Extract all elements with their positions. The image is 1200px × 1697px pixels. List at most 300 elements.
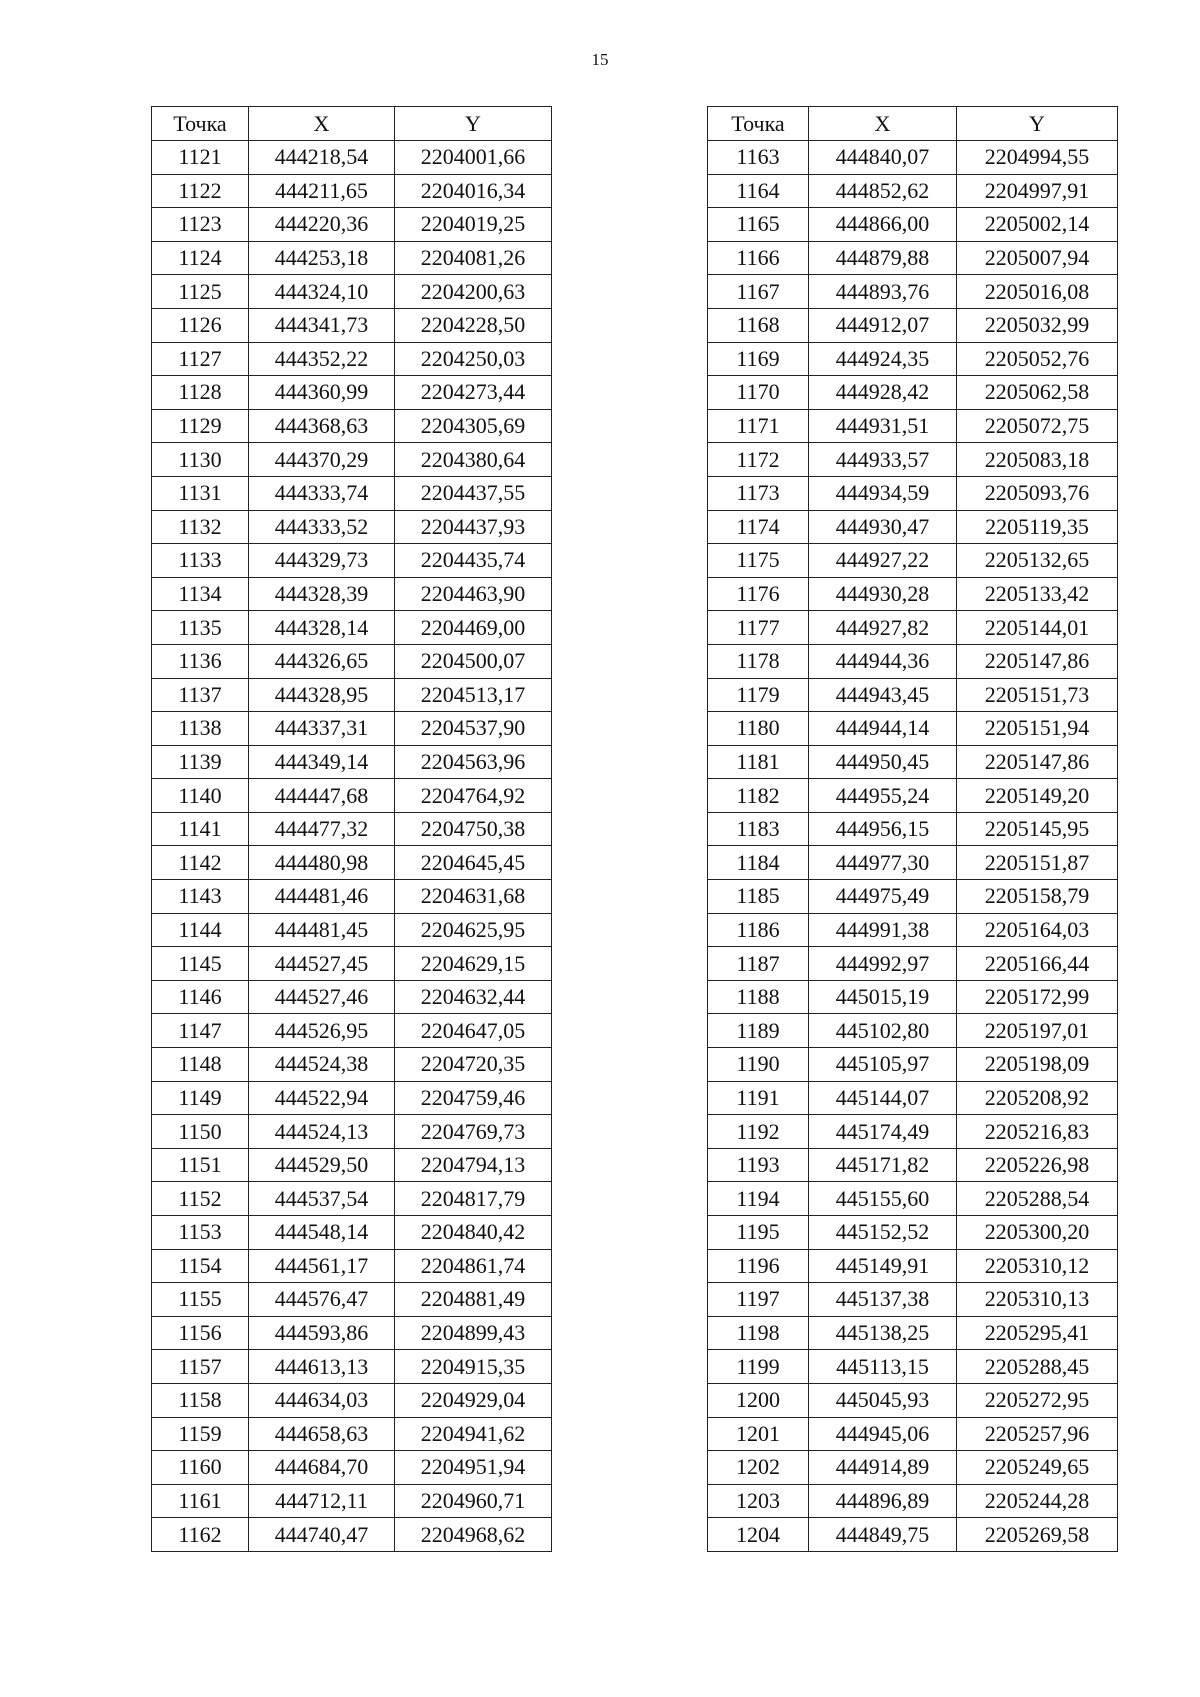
cell-x: 444341,73 — [249, 308, 395, 342]
cell-point: 1122 — [152, 174, 249, 208]
table-row — [152, 1081, 552, 1115]
cell-x: 444481,45 — [249, 913, 395, 947]
cell-x: 444480,98 — [249, 846, 395, 880]
cell-y: 2205288,45 — [957, 1350, 1118, 1384]
cell-point: 1203 — [708, 1484, 809, 1518]
cell-y: 2204631,68 — [395, 880, 552, 914]
table-row — [708, 1014, 1118, 1048]
cell-x: 444934,59 — [809, 476, 957, 510]
table-row — [708, 208, 1118, 242]
cell-point: 1175 — [708, 544, 809, 578]
cell-point: 1159 — [152, 1417, 249, 1451]
table-row — [708, 812, 1118, 846]
cell-point: 1202 — [708, 1451, 809, 1485]
table-row — [708, 1249, 1118, 1283]
table-header — [152, 107, 552, 141]
cell-point: 1129 — [152, 409, 249, 443]
table-row — [152, 476, 552, 510]
table-row — [708, 1383, 1118, 1417]
cell-x: 444991,38 — [809, 913, 957, 947]
cell-x: 444684,70 — [249, 1451, 395, 1485]
cell-point: 1182 — [708, 779, 809, 813]
cell-point: 1177 — [708, 611, 809, 645]
table-row — [152, 745, 552, 779]
cell-y: 2204960,71 — [395, 1484, 552, 1518]
column-header-y: Y — [395, 107, 552, 141]
cell-y: 2204720,35 — [395, 1048, 552, 1082]
cell-y: 2204273,44 — [395, 376, 552, 410]
cell-y: 2205249,65 — [957, 1451, 1118, 1485]
table-row — [708, 443, 1118, 477]
cell-point: 1149 — [152, 1081, 249, 1115]
table-row — [152, 409, 552, 443]
table-row — [708, 275, 1118, 309]
cell-y: 2204228,50 — [395, 308, 552, 342]
table-row — [708, 678, 1118, 712]
cell-x: 445174,49 — [809, 1115, 957, 1149]
cell-x: 444955,24 — [809, 779, 957, 813]
cell-point: 1148 — [152, 1048, 249, 1082]
cell-point: 1174 — [708, 510, 809, 544]
cell-point: 1125 — [152, 275, 249, 309]
cell-y: 2205149,20 — [957, 779, 1118, 813]
table-row — [708, 308, 1118, 342]
table-row — [152, 376, 552, 410]
cell-y: 2205269,58 — [957, 1518, 1118, 1552]
cell-point: 1144 — [152, 913, 249, 947]
table-row — [708, 1182, 1118, 1216]
cell-point: 1194 — [708, 1182, 809, 1216]
table-row — [708, 712, 1118, 746]
cell-point: 1136 — [152, 644, 249, 678]
cell-y: 2205198,09 — [957, 1048, 1118, 1082]
cell-point: 1130 — [152, 443, 249, 477]
cell-x: 444634,03 — [249, 1383, 395, 1417]
cell-y: 2205295,41 — [957, 1316, 1118, 1350]
coordinates-table-right — [707, 106, 1118, 1552]
column-header-x: X — [249, 107, 395, 141]
cell-x: 444576,47 — [249, 1283, 395, 1317]
cell-x: 445045,93 — [809, 1383, 957, 1417]
cell-x: 444524,13 — [249, 1115, 395, 1149]
cell-x: 444977,30 — [809, 846, 957, 880]
cell-point: 1121 — [152, 141, 249, 175]
table-row — [708, 1048, 1118, 1082]
table-row — [708, 745, 1118, 779]
table-body — [152, 141, 552, 1552]
cell-y: 2204997,91 — [957, 174, 1118, 208]
table-row — [708, 980, 1118, 1014]
table-row — [152, 644, 552, 678]
cell-x: 444524,38 — [249, 1048, 395, 1082]
table-row — [152, 611, 552, 645]
cell-x: 444370,29 — [249, 443, 395, 477]
cell-y: 2204469,00 — [395, 611, 552, 645]
cell-point: 1157 — [152, 1350, 249, 1384]
column-header-point: Точка — [152, 107, 249, 141]
table-row — [152, 812, 552, 846]
cell-y: 2204019,25 — [395, 208, 552, 242]
table-row — [152, 1048, 552, 1082]
table-row — [152, 308, 552, 342]
table-row — [152, 241, 552, 275]
cell-point: 1141 — [152, 812, 249, 846]
cell-x: 444927,22 — [809, 544, 957, 578]
cell-point: 1166 — [708, 241, 809, 275]
cell-point: 1187 — [708, 947, 809, 981]
cell-x: 445105,97 — [809, 1048, 957, 1082]
table-row — [708, 544, 1118, 578]
table-row — [708, 611, 1118, 645]
table-row — [152, 1417, 552, 1451]
cell-y: 2205145,95 — [957, 812, 1118, 846]
cell-y: 2204625,95 — [395, 913, 552, 947]
cell-point: 1158 — [152, 1383, 249, 1417]
cell-y: 2204951,94 — [395, 1451, 552, 1485]
cell-x: 444324,10 — [249, 275, 395, 309]
cell-point: 1171 — [708, 409, 809, 443]
cell-x: 444956,15 — [809, 812, 957, 846]
cell-y: 2204200,63 — [395, 275, 552, 309]
cell-x: 444333,52 — [249, 510, 395, 544]
cell-x: 444329,73 — [249, 544, 395, 578]
table-row — [152, 1148, 552, 1182]
cell-x: 444529,50 — [249, 1148, 395, 1182]
cell-x: 444945,06 — [809, 1417, 957, 1451]
cell-point: 1190 — [708, 1048, 809, 1082]
cell-x: 444613,13 — [249, 1350, 395, 1384]
table-row — [708, 880, 1118, 914]
cell-y: 2205216,83 — [957, 1115, 1118, 1149]
table-row — [152, 1316, 552, 1350]
table-row — [152, 1014, 552, 1048]
cell-y: 2204645,45 — [395, 846, 552, 880]
table-row — [708, 1283, 1118, 1317]
cell-point: 1134 — [152, 577, 249, 611]
cell-x: 444879,88 — [809, 241, 957, 275]
cell-point: 1137 — [152, 678, 249, 712]
cell-point: 1204 — [708, 1518, 809, 1552]
cell-x: 444481,46 — [249, 880, 395, 914]
cell-y: 2204941,62 — [395, 1417, 552, 1451]
cell-point: 1181 — [708, 745, 809, 779]
cell-x: 444933,57 — [809, 443, 957, 477]
cell-y: 2204437,93 — [395, 510, 552, 544]
cell-x: 444893,76 — [809, 275, 957, 309]
cell-y: 2205132,65 — [957, 544, 1118, 578]
table-row — [708, 1417, 1118, 1451]
cell-point: 1164 — [708, 174, 809, 208]
cell-y: 2204769,73 — [395, 1115, 552, 1149]
table-row — [152, 880, 552, 914]
cell-point: 1170 — [708, 376, 809, 410]
cell-point: 1133 — [152, 544, 249, 578]
table-row — [708, 476, 1118, 510]
cell-y: 2205310,12 — [957, 1249, 1118, 1283]
table-row — [708, 577, 1118, 611]
cell-point: 1197 — [708, 1283, 809, 1317]
cell-y: 2204915,35 — [395, 1350, 552, 1384]
cell-x: 444943,45 — [809, 678, 957, 712]
cell-y: 2205172,99 — [957, 980, 1118, 1014]
table-row — [152, 779, 552, 813]
cell-y: 2205288,54 — [957, 1182, 1118, 1216]
table-row — [152, 544, 552, 578]
cell-x: 444349,14 — [249, 745, 395, 779]
cell-x: 444337,31 — [249, 712, 395, 746]
cell-x: 444253,18 — [249, 241, 395, 275]
cell-point: 1169 — [708, 342, 809, 376]
cell-point: 1180 — [708, 712, 809, 746]
cell-y: 2204500,07 — [395, 644, 552, 678]
table-row — [152, 1182, 552, 1216]
cell-point: 1153 — [152, 1216, 249, 1250]
cell-x: 444220,36 — [249, 208, 395, 242]
table-row — [152, 174, 552, 208]
cell-x: 444914,89 — [809, 1451, 957, 1485]
cell-x: 444924,35 — [809, 342, 957, 376]
cell-x: 445171,82 — [809, 1148, 957, 1182]
table-row — [708, 1518, 1118, 1552]
cell-y: 2205002,14 — [957, 208, 1118, 242]
cell-point: 1124 — [152, 241, 249, 275]
cell-point: 1147 — [152, 1014, 249, 1048]
cell-point: 1127 — [152, 342, 249, 376]
cell-x: 444527,45 — [249, 947, 395, 981]
cell-y: 2204305,69 — [395, 409, 552, 443]
cell-x: 444328,39 — [249, 577, 395, 611]
cell-y: 2204435,74 — [395, 544, 552, 578]
cell-y: 2204840,42 — [395, 1216, 552, 1250]
cell-y: 2205052,76 — [957, 342, 1118, 376]
table-row — [708, 1451, 1118, 1485]
cell-point: 1183 — [708, 812, 809, 846]
cell-x: 444944,14 — [809, 712, 957, 746]
cell-point: 1161 — [152, 1484, 249, 1518]
cell-y: 2205257,96 — [957, 1417, 1118, 1451]
table-row — [708, 644, 1118, 678]
cell-x: 444740,47 — [249, 1518, 395, 1552]
cell-y: 2204764,92 — [395, 779, 552, 813]
table-row — [152, 1484, 552, 1518]
cell-point: 1196 — [708, 1249, 809, 1283]
cell-point: 1168 — [708, 308, 809, 342]
cell-x: 444992,97 — [809, 947, 957, 981]
cell-y: 2205151,94 — [957, 712, 1118, 746]
table-row — [152, 913, 552, 947]
cell-point: 1162 — [152, 1518, 249, 1552]
cell-point: 1156 — [152, 1316, 249, 1350]
cell-x: 445102,80 — [809, 1014, 957, 1048]
cell-x: 444548,14 — [249, 1216, 395, 1250]
cell-x: 445144,07 — [809, 1081, 957, 1115]
table-row — [152, 342, 552, 376]
cell-point: 1140 — [152, 779, 249, 813]
cell-y: 2205226,98 — [957, 1148, 1118, 1182]
cell-point: 1123 — [152, 208, 249, 242]
cell-y: 2205083,18 — [957, 443, 1118, 477]
cell-point: 1167 — [708, 275, 809, 309]
table-row — [708, 1148, 1118, 1182]
table-row — [708, 510, 1118, 544]
cell-point: 1188 — [708, 980, 809, 1014]
cell-point: 1199 — [708, 1350, 809, 1384]
cell-point: 1193 — [708, 1148, 809, 1182]
table-row — [152, 577, 552, 611]
cell-x: 444211,65 — [249, 174, 395, 208]
cell-y: 2204537,90 — [395, 712, 552, 746]
table-row — [708, 947, 1118, 981]
cell-x: 444526,95 — [249, 1014, 395, 1048]
cell-y: 2204881,49 — [395, 1283, 552, 1317]
cell-point: 1198 — [708, 1316, 809, 1350]
cell-y: 2204899,43 — [395, 1316, 552, 1350]
cell-y: 2205244,28 — [957, 1484, 1118, 1518]
cell-point: 1155 — [152, 1283, 249, 1317]
cell-y: 2204001,66 — [395, 141, 552, 175]
cell-x: 444360,99 — [249, 376, 395, 410]
table-row — [152, 208, 552, 242]
cell-y: 2204929,04 — [395, 1383, 552, 1417]
cell-x: 444328,95 — [249, 678, 395, 712]
table-row — [708, 141, 1118, 175]
cell-y: 2205272,95 — [957, 1383, 1118, 1417]
table-row — [708, 1350, 1118, 1384]
cell-x: 444930,47 — [809, 510, 957, 544]
cell-y: 2205144,01 — [957, 611, 1118, 645]
cell-x: 444866,00 — [809, 208, 957, 242]
table-row — [152, 141, 552, 175]
cell-y: 2205158,79 — [957, 880, 1118, 914]
cell-point: 1163 — [708, 141, 809, 175]
cell-point: 1151 — [152, 1148, 249, 1182]
cell-y: 2205151,73 — [957, 678, 1118, 712]
table-row — [152, 510, 552, 544]
cell-x: 445015,19 — [809, 980, 957, 1014]
cell-x: 445152,52 — [809, 1216, 957, 1250]
cell-y: 2205147,86 — [957, 644, 1118, 678]
cell-y: 2204380,64 — [395, 443, 552, 477]
cell-y: 2204250,03 — [395, 342, 552, 376]
table-row — [152, 1283, 552, 1317]
cell-y: 2204817,79 — [395, 1182, 552, 1216]
table-row — [708, 1115, 1118, 1149]
cell-y: 2205119,35 — [957, 510, 1118, 544]
cell-y: 2205016,08 — [957, 275, 1118, 309]
cell-point: 1184 — [708, 846, 809, 880]
table-row — [152, 712, 552, 746]
cell-point: 1165 — [708, 208, 809, 242]
cell-y: 2204632,44 — [395, 980, 552, 1014]
cell-point: 1185 — [708, 880, 809, 914]
cell-x: 444326,65 — [249, 644, 395, 678]
cell-x: 444522,94 — [249, 1081, 395, 1115]
table-row — [152, 1249, 552, 1283]
table-row — [708, 846, 1118, 880]
cell-y: 2205310,13 — [957, 1283, 1118, 1317]
cell-y: 2204463,90 — [395, 577, 552, 611]
cell-point: 1172 — [708, 443, 809, 477]
table-header — [708, 107, 1118, 141]
cell-point: 1146 — [152, 980, 249, 1014]
table-row — [152, 947, 552, 981]
cell-x: 444930,28 — [809, 577, 957, 611]
cell-point: 1200 — [708, 1383, 809, 1417]
cell-x: 444218,54 — [249, 141, 395, 175]
cell-y: 2204513,17 — [395, 678, 552, 712]
table-row — [708, 342, 1118, 376]
cell-y: 2204968,62 — [395, 1518, 552, 1552]
cell-point: 1191 — [708, 1081, 809, 1115]
table-row — [708, 1216, 1118, 1250]
cell-point: 1143 — [152, 880, 249, 914]
cell-y: 2205062,58 — [957, 376, 1118, 410]
cell-x: 445149,91 — [809, 1249, 957, 1283]
cell-point: 1135 — [152, 611, 249, 645]
cell-point: 1195 — [708, 1216, 809, 1250]
cell-y: 2205007,94 — [957, 241, 1118, 275]
cell-x: 444352,22 — [249, 342, 395, 376]
cell-point: 1126 — [152, 308, 249, 342]
cell-point: 1160 — [152, 1451, 249, 1485]
table-row — [152, 443, 552, 477]
cell-x: 444849,75 — [809, 1518, 957, 1552]
cell-y: 2205151,87 — [957, 846, 1118, 880]
cell-x: 444852,62 — [809, 174, 957, 208]
cell-y: 2204647,05 — [395, 1014, 552, 1048]
cell-y: 2204759,46 — [395, 1081, 552, 1115]
cell-point: 1192 — [708, 1115, 809, 1149]
table-row — [152, 1383, 552, 1417]
cell-x: 444912,07 — [809, 308, 957, 342]
cell-y: 2205164,03 — [957, 913, 1118, 947]
table-row — [708, 241, 1118, 275]
cell-y: 2205072,75 — [957, 409, 1118, 443]
cell-x: 445137,38 — [809, 1283, 957, 1317]
cell-x: 444927,82 — [809, 611, 957, 645]
cell-x: 444840,07 — [809, 141, 957, 175]
cell-x: 444593,86 — [249, 1316, 395, 1350]
cell-y: 2204994,55 — [957, 141, 1118, 175]
column-header-point: Точка — [708, 107, 809, 141]
cell-x: 444333,74 — [249, 476, 395, 510]
cell-point: 1173 — [708, 476, 809, 510]
cell-y: 2204437,55 — [395, 476, 552, 510]
cell-point: 1176 — [708, 577, 809, 611]
table-row — [152, 1216, 552, 1250]
cell-x: 444527,46 — [249, 980, 395, 1014]
cell-point: 1128 — [152, 376, 249, 410]
cell-x: 444537,54 — [249, 1182, 395, 1216]
cell-x: 444368,63 — [249, 409, 395, 443]
cell-point: 1186 — [708, 913, 809, 947]
column-header-x: X — [809, 107, 957, 141]
table-row — [152, 1350, 552, 1384]
cell-y: 2204750,38 — [395, 812, 552, 846]
table-row — [152, 275, 552, 309]
cell-x: 444928,42 — [809, 376, 957, 410]
cell-point: 1145 — [152, 947, 249, 981]
cell-x: 444658,63 — [249, 1417, 395, 1451]
cell-point: 1152 — [152, 1182, 249, 1216]
cell-x: 444931,51 — [809, 409, 957, 443]
table-row — [152, 1451, 552, 1485]
cell-point: 1154 — [152, 1249, 249, 1283]
cell-y: 2205166,44 — [957, 947, 1118, 981]
table-row — [708, 409, 1118, 443]
table-row — [708, 174, 1118, 208]
cell-y: 2205300,20 — [957, 1216, 1118, 1250]
